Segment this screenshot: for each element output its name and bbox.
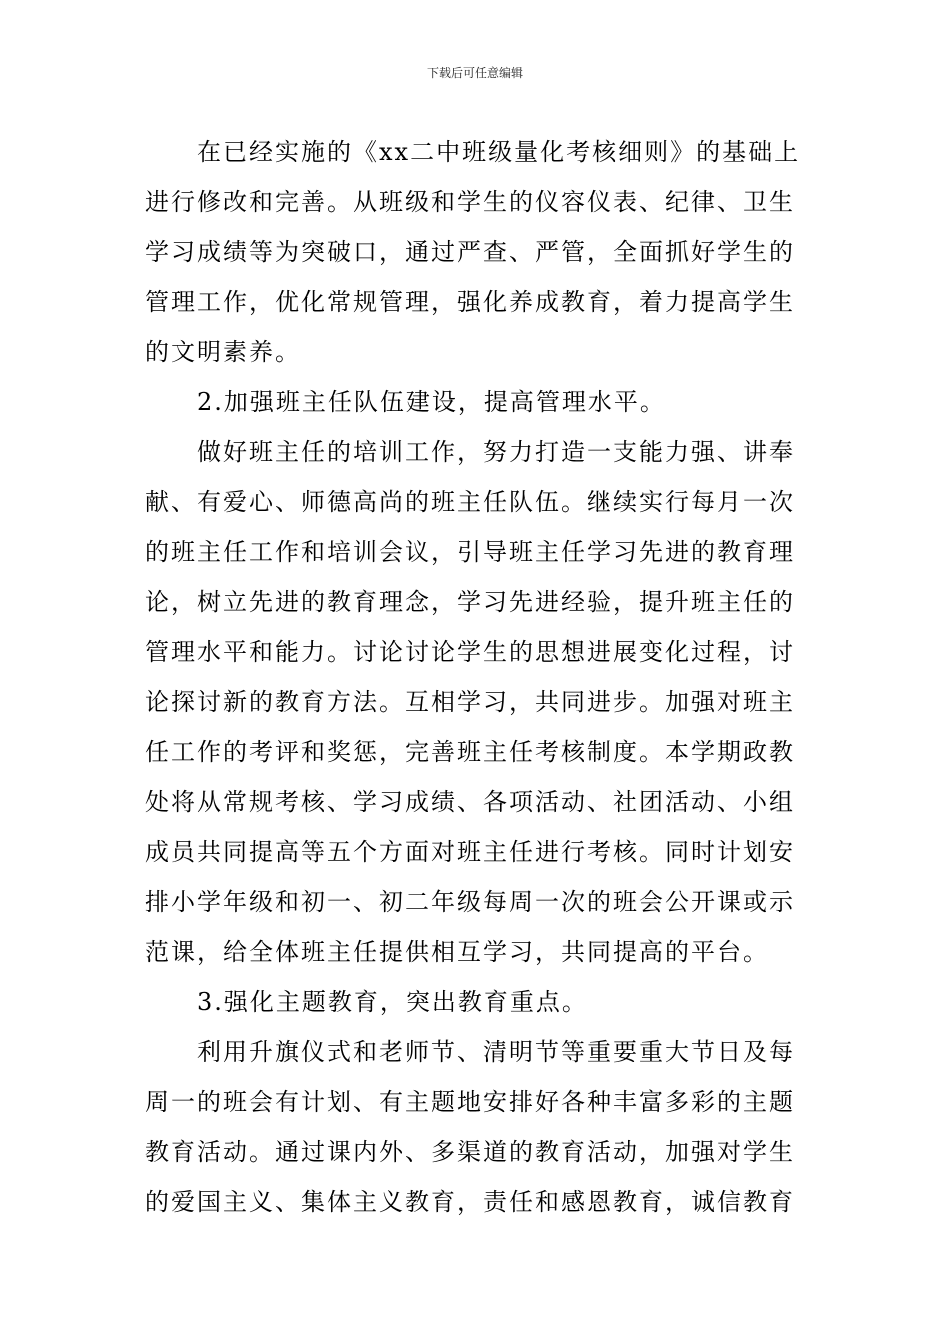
text-line: 进行修改和完善。从班级和学生的仪容仪表、纪律、卫生 [145,188,795,216]
text-line: 管理水平和能力。讨论讨论学生的思想进展变化过程，讨 [145,638,795,666]
text-line: 排小学年级和初一、初二年级每周一次的班会公开课或示 [145,888,795,916]
text-line: 利用升旗仪式和老师节、清明节等重要重大节日及每 [197,1038,795,1066]
text-line: 论，树立先进的教育理念，学习先进经验，提升班主任的 [145,588,795,616]
text-line: 做好班主任的培训工作，努力打造一支能力强、讲奉 [197,438,795,466]
page-header: 下载后可任意编辑 [426,66,523,80]
text-line: 论探讨新的教育方法。互相学习，共同进步。加强对班主 [145,688,795,716]
text-line: 成员共同提高等五个方面对班主任进行考核。同时计划安 [145,838,795,866]
text-line: 教育活动。通过课内外、多渠道的教育活动，加强对学生 [145,1138,795,1166]
body-text [145,127,807,1227]
text-line: 周一的班会有计划、有主题地安排好各种丰富多彩的主题 [145,1088,795,1116]
text-line: 任工作的考评和奖惩，完善班主任考核制度。本学期政教 [145,738,795,766]
text-line: 学习成绩等为突破口，通过严查、严管，全面抓好学生的 [145,238,795,266]
text-line: 的爱国主义、集体主义教育，责任和感恩教育，诚信教育 [145,1188,795,1216]
text-line: 管理工作，优化常规管理，强化养成教育，着力提高学生 [145,288,795,316]
text-line: 范课，给全体班主任提供相互学习，共同提高的平台。 [145,938,769,966]
text-line: 在已经实施的《xx二中班级量化考核细则》的基础上 [197,138,801,166]
section-heading: 3.强化主题教育，突出教育重点。 [197,988,588,1016]
text-line: 献、有爱心、师德高尚的班主任队伍。继续实行每月一次 [145,488,795,516]
text-line: 处将从常规考核、学习成绩、各项活动、社团活动、小组 [145,788,795,816]
text-line: 的文明素养。 [145,338,301,366]
text-line: 的班主任工作和培训会议，引导班主任学习先进的教育理 [145,538,795,566]
section-heading: 2.加强班主任队伍建设，提高管理水平。 [197,388,666,416]
